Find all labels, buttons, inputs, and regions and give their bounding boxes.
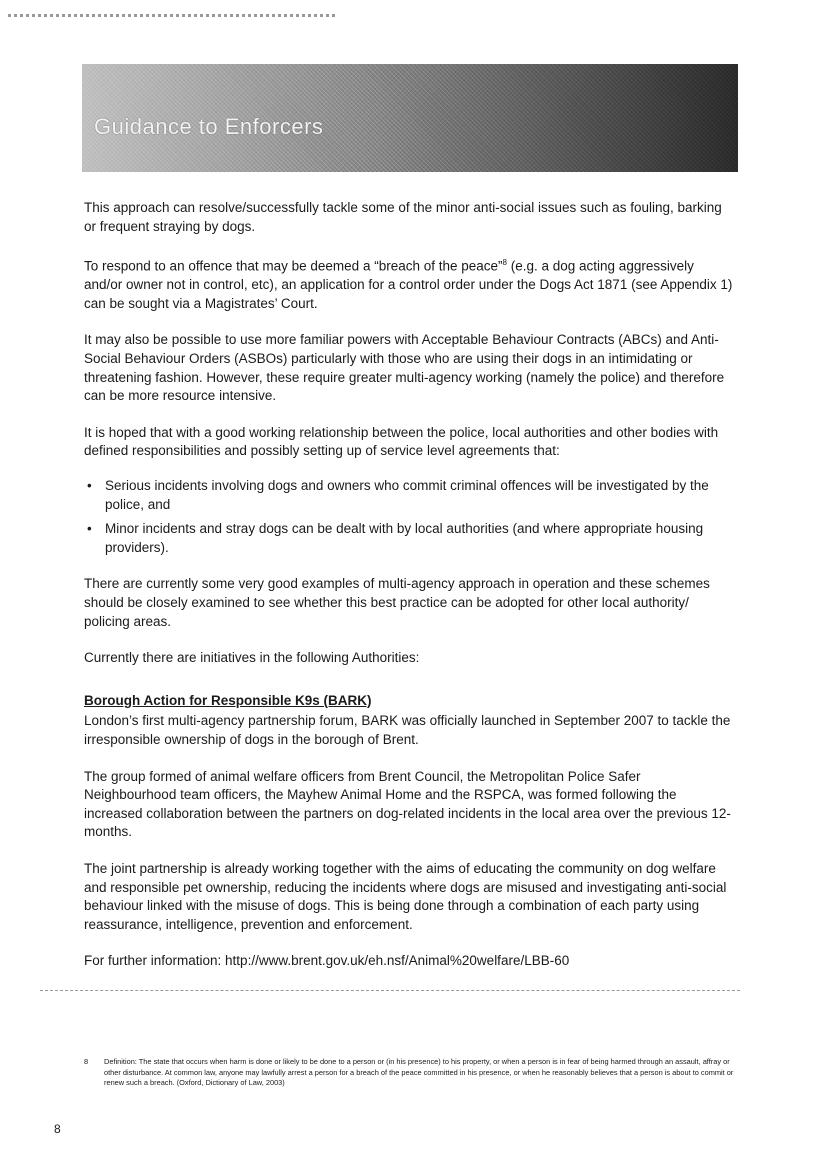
paragraph: It may also be possible to use more familiar powers with Acceptable Behaviour Contracts (ABCs) and Anti-Social Behaviour Orders (ASBOs) particularly with those who are using their dogs in an intimidating or threatening fashion. However, these require greater multi-agency working (namely the police) and therefore can be more resource intensive. (84, 332, 725, 404)
footnote-reference: 8 (502, 258, 507, 268)
footnote-text: Definition: The state that occurs when harm is done or likely to be done to a person or (in his presence) to his property, or when a person is in fear of being harmed through an assault, affray or other disturbance. At common law, anyone may lawfully arrest a person for a breach of the peace committed in his presence, or when he reasonably believes that a person is about to commit or renew such a breach. (Oxford, Dictionary of Law, 2003) (104, 1057, 734, 1088)
page-number: 8 (54, 1122, 61, 1136)
paragraph-link-info: For further information: http://www.brent.gov.uk/eh.nsf/Animal%20welfare/LBB-60 (84, 953, 570, 969)
bullet-list (84, 477, 734, 557)
paragraph: Currently there are initiatives in the following Authorities: (84, 650, 420, 666)
main-content (84, 199, 734, 989)
paragraph: This approach can resolve/successfully tackle some of the minor anti-social issues such as fouling, barking or frequent straying by dogs. (84, 200, 722, 234)
bullet-item: • Serious incidents involving dogs and owners who commit criminal offences will be investigated by the police, and (84, 477, 734, 514)
footnote-number: 8 (84, 1057, 89, 1066)
paragraph: The joint partnership is already working together with the aims of educating the community on dog welfare and responsible pet ownership, reducing the incidents where dogs are misused and investigating anti-social behaviour linked with the misuse of dogs. This is being done through a combination of each party using reassurance, intelligence, prevention and enforcement. (84, 860, 727, 932)
paragraph: It is hoped that with a good working relationship between the police, local authorities and other bodies with defined responsibilities and possibly setting up of service level agreements that: (84, 424, 719, 459)
footnote-divider (40, 990, 740, 992)
header-banner (82, 64, 738, 172)
paragraph (84, 254, 734, 313)
bullet-item: • Minor incidents and stray dogs can be dealt with by local authorities (and where appropriate housing providers). (84, 520, 734, 557)
footnote (84, 1057, 734, 1089)
section-heading: Borough Action for Responsible K9s (BARK) (84, 692, 372, 708)
paragraph: London’s first multi-agency partnership forum, BARK was officially launched in September 2007 to tackle the irresponsible ownership of dogs in the borough of Brent. (84, 713, 731, 747)
paragraph-text: (e.g. a dog acting aggressively and/or owner not in control, etc), an application for a control order under the Dogs Act 1871 (see Appendix 1) can be sought via a Magistrates’ Court. (84, 258, 733, 311)
paragraph: The group formed of animal welfare officers from Brent Council, the Metropolitan Police Safer Neighbourhood team officers, the Mayhew Animal Home and the RSPCA, was formed following the increased collaboration between the partners on dog-related incidents in the local area over the previous 12-months. (84, 768, 731, 840)
page-title: Guidance to Enforcers (94, 114, 324, 139)
paragraph-text: To respond to an offence that may be deemed a “breach of the peace” (84, 258, 503, 274)
paragraph: There are currently some very good examples of multi-agency approach in operation and these schemes should be closely examined to see whether this best practice can be adopted for other local authority/ policing areas. (84, 576, 710, 629)
scan-artifact-line (8, 14, 338, 17)
